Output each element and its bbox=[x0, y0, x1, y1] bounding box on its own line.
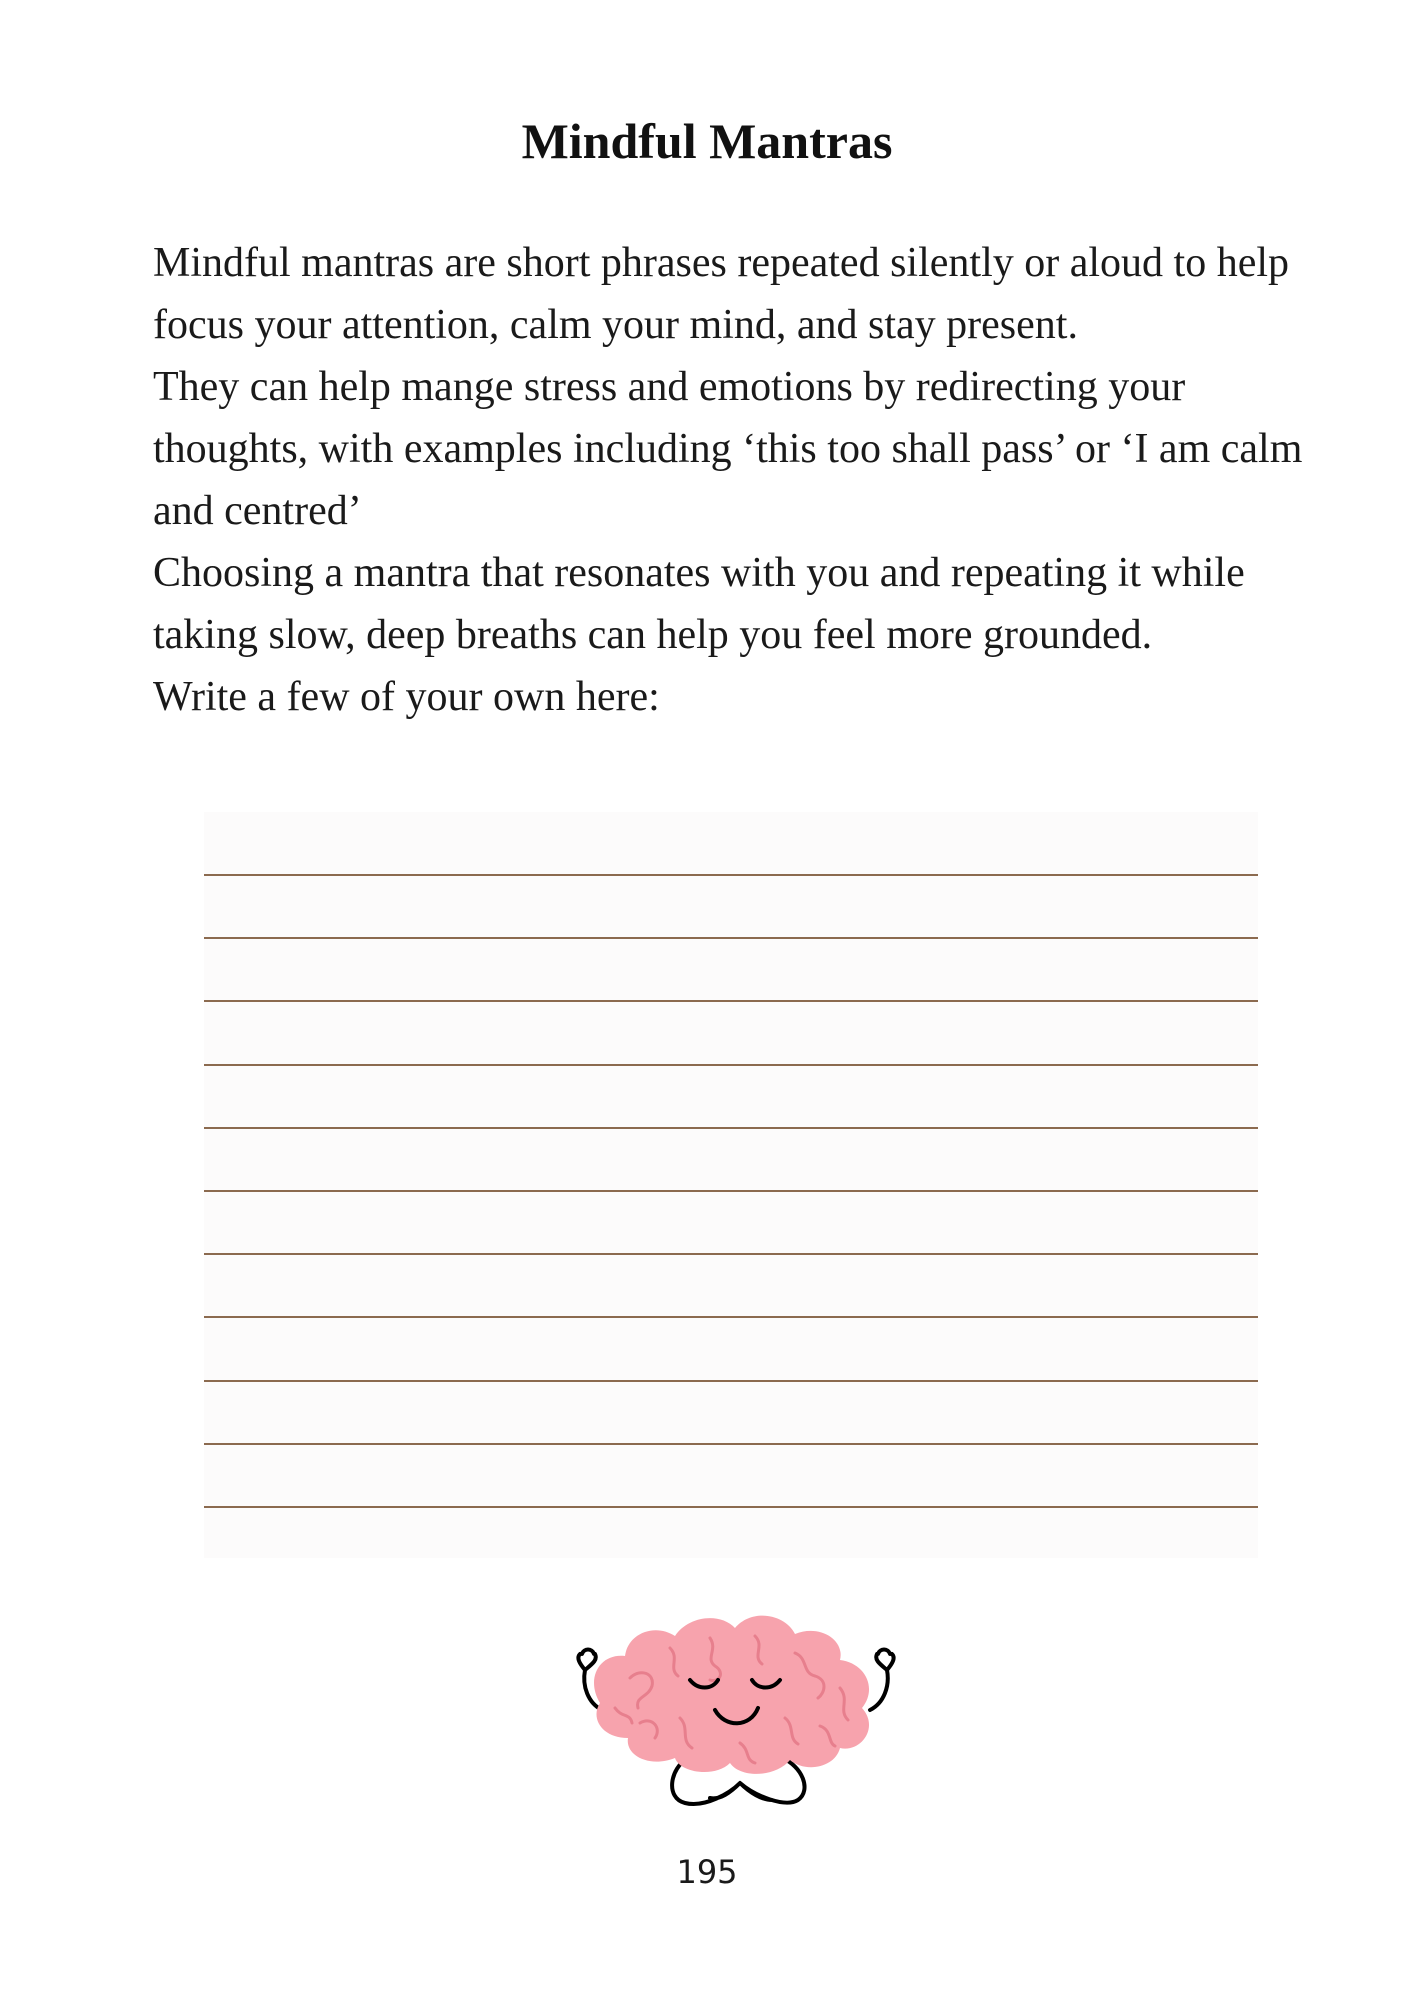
writing-line[interactable] bbox=[204, 1253, 1258, 1255]
writing-line[interactable] bbox=[204, 1316, 1258, 1318]
writing-area[interactable] bbox=[204, 812, 1258, 1558]
writing-line[interactable] bbox=[204, 1506, 1258, 1508]
paragraph-examples: They can help mange stress and emotions by redirecting your thoughts, with examples including ‘this too shall pass’ or ‘I am calm and centred’ bbox=[153, 364, 1303, 534]
writing-line[interactable] bbox=[204, 937, 1258, 939]
writing-line[interactable] bbox=[204, 1443, 1258, 1445]
right-arm bbox=[870, 1670, 888, 1710]
page-number: 195 bbox=[676, 1853, 738, 1891]
writing-line[interactable] bbox=[204, 1127, 1258, 1129]
body-text bbox=[153, 232, 1303, 728]
writing-line[interactable] bbox=[204, 874, 1258, 876]
paragraph-prompt: Write a few of your own here: bbox=[153, 674, 660, 720]
brain-shape bbox=[594, 1616, 869, 1774]
writing-line[interactable] bbox=[204, 1064, 1258, 1066]
writing-line[interactable] bbox=[204, 1190, 1258, 1192]
left-hand bbox=[578, 1650, 595, 1671]
right-hand bbox=[876, 1650, 893, 1671]
paragraph-choosing: Choosing a mantra that resonates with you and repeating it while taking slow, deep breaths can help you feel more grounded. bbox=[153, 550, 1245, 658]
writing-line[interactable] bbox=[204, 1380, 1258, 1382]
page-title: Mindful Mantras bbox=[521, 113, 893, 169]
writing-line[interactable] bbox=[204, 1000, 1258, 1002]
meditating-brain-icon bbox=[540, 1568, 930, 1818]
paragraph-intro: Mindful mantras are short phrases repeated silently or aloud to help focus your attention, calm your mind, and stay present. bbox=[153, 240, 1290, 348]
